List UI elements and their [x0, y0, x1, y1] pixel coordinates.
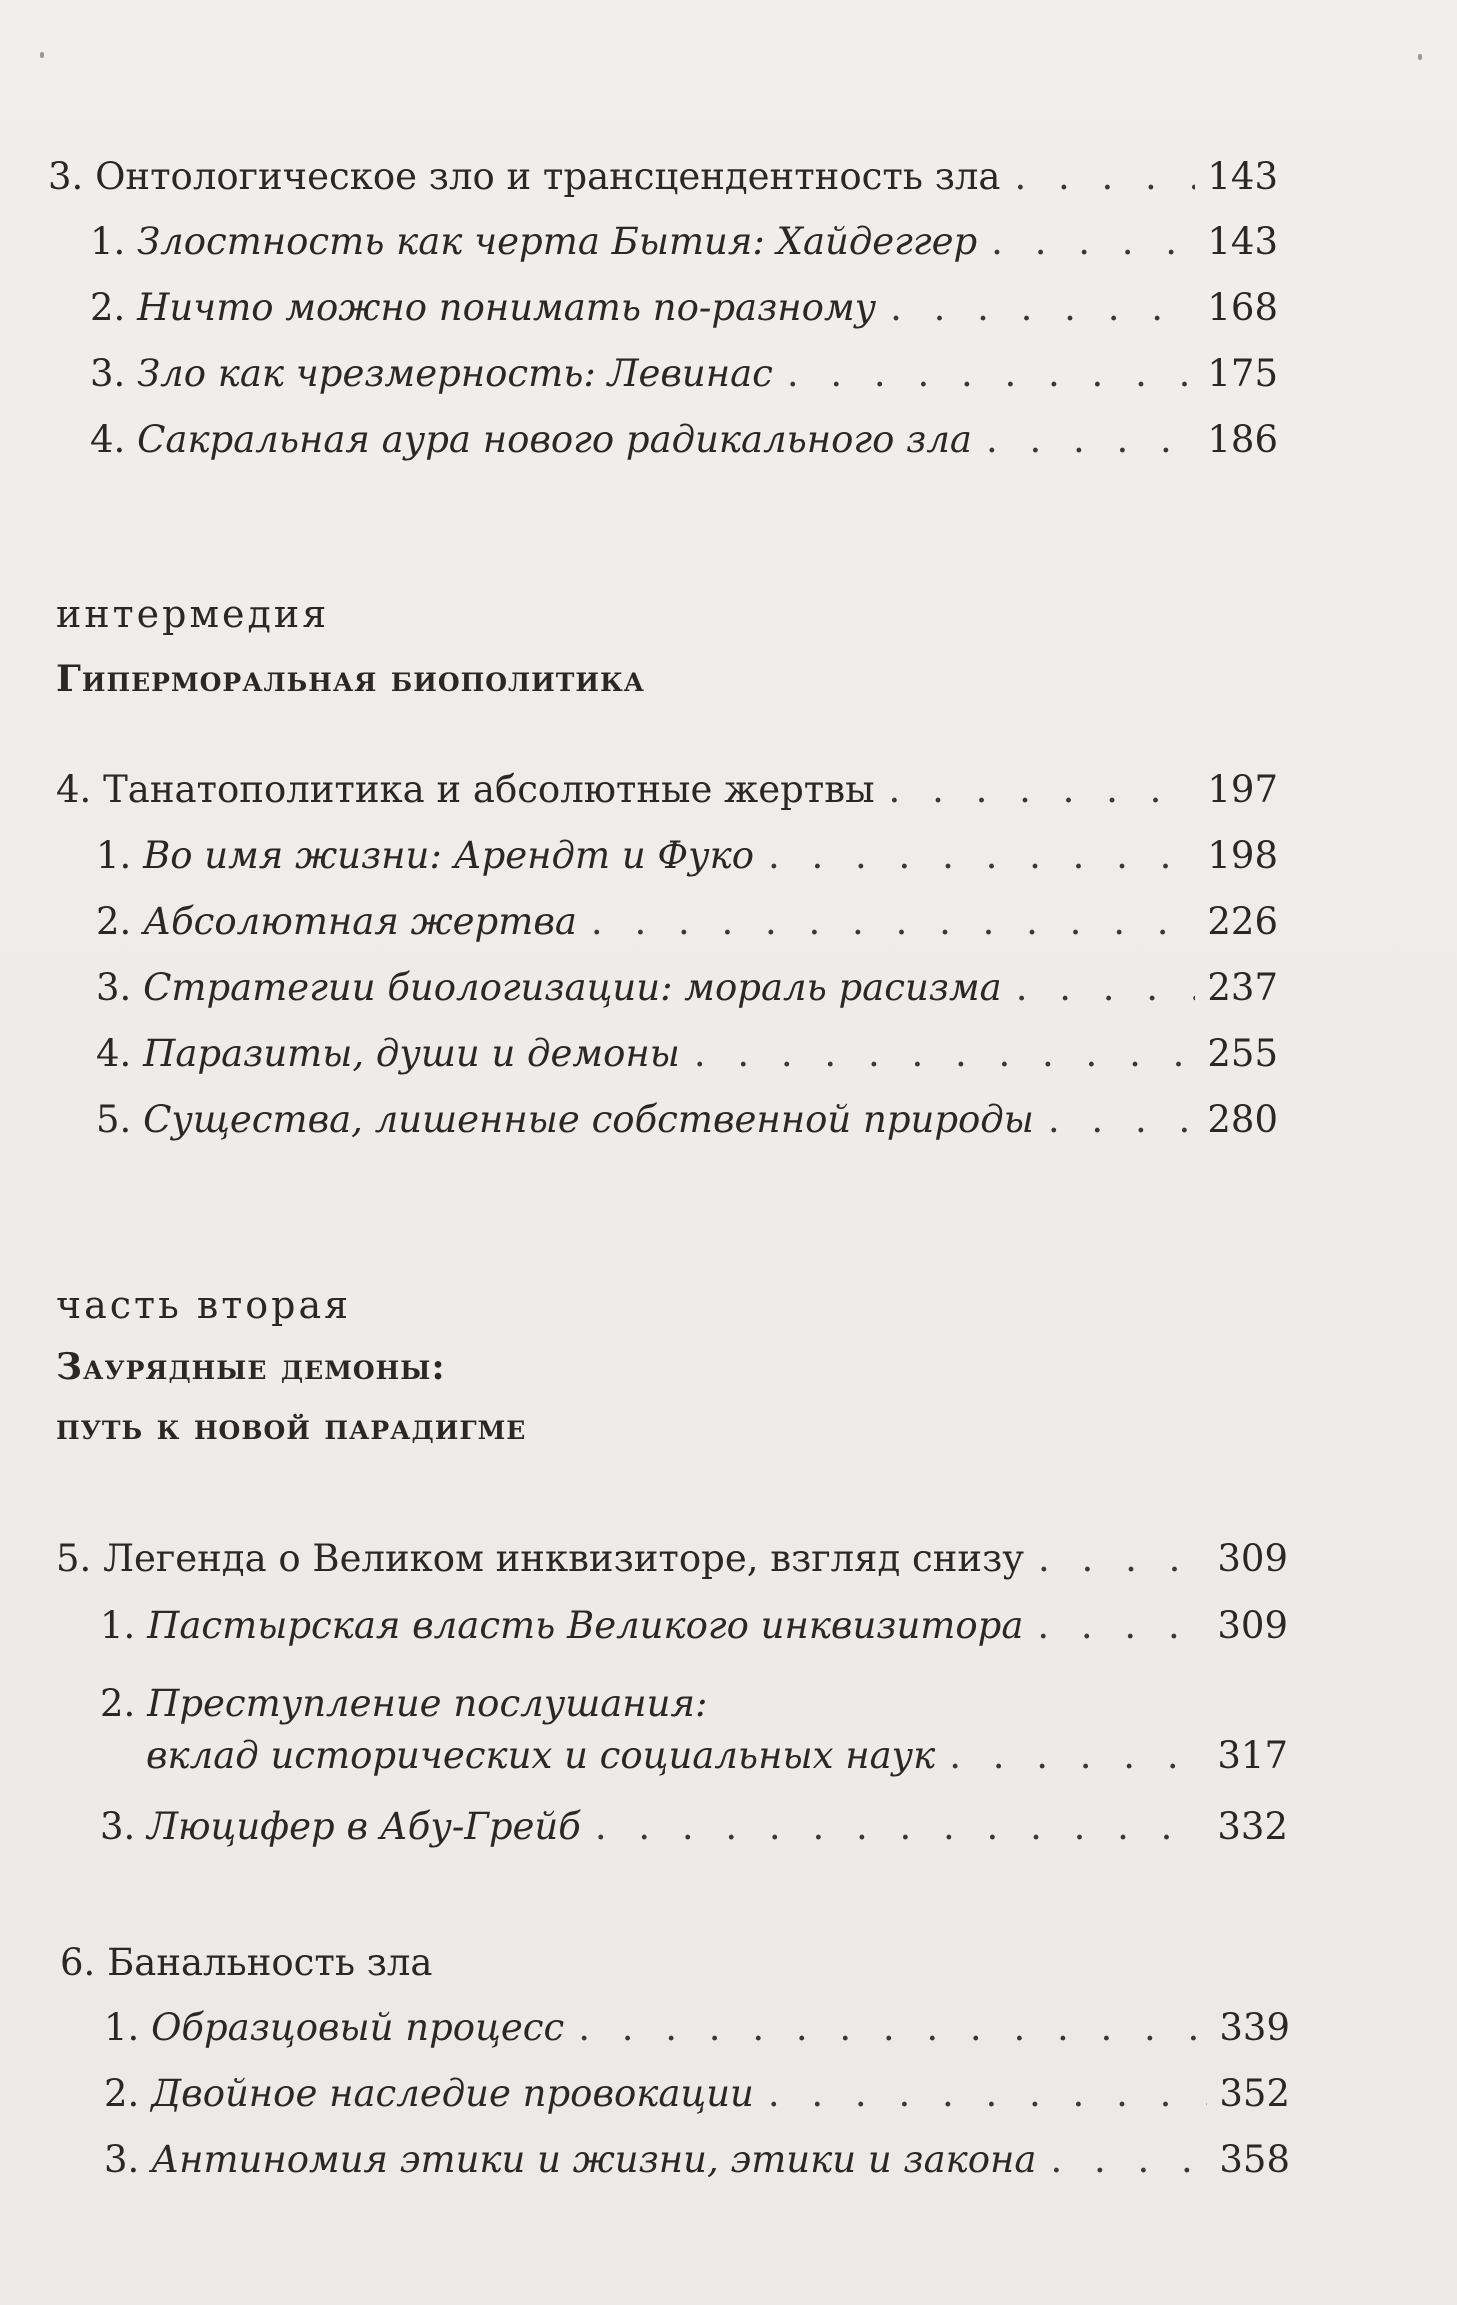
toc-entry-label [90, 284, 890, 332]
page-number: 143 [1207, 155, 1278, 198]
entry-number: 6. [60, 1941, 96, 1984]
toc-entry-label [90, 218, 991, 266]
entry-title: Образцовый процесс [151, 2006, 565, 2049]
toc-subentry [104, 2004, 1290, 2052]
toc-subentry [146, 1732, 1288, 1780]
toc-subentry [104, 2136, 1290, 2184]
entry-title: Пастырская власть Великого инквизитора [147, 1604, 1024, 1647]
section-label: интермедия [56, 592, 330, 636]
toc-subentry [100, 1602, 1288, 1650]
entry-number: 1. [100, 1604, 136, 1647]
section-title: Гиперморальная биополитика [56, 658, 646, 700]
entry-title: Злостность как черта Бытия: Хайдеггер [137, 220, 978, 263]
entry-title: Онтологическое зло и трансцендентность зла [95, 155, 1001, 198]
dot-leader [578, 2004, 1207, 2052]
entry-number: 3. [48, 155, 84, 198]
entry-number: 2. [90, 286, 126, 329]
dot-leader [787, 350, 1195, 398]
dot-leader [768, 2070, 1207, 2118]
entry-number: 1. [90, 220, 126, 263]
entry-number: 1. [104, 2006, 140, 2049]
page-number: 358 [1219, 2138, 1290, 2181]
entry-title: вклад исторических и социальных наук [146, 1734, 936, 1777]
entry-number: 2. [104, 2072, 140, 2115]
entry-title: Танатополитика и абсолютные жертвы [103, 768, 875, 811]
toc-subentry [104, 2070, 1290, 2118]
toc-chapter-entry [56, 1535, 1288, 1583]
entry-number: 3. [90, 352, 126, 395]
dot-leader [1050, 2136, 1207, 2184]
page-number: 332 [1217, 1805, 1288, 1848]
toc-entry-label [104, 2070, 768, 2118]
toc-subentry [90, 218, 1278, 266]
dot-leader [595, 1803, 1206, 1851]
page-number: 143 [1207, 220, 1278, 263]
entry-title: Ничто можно понимать по-разному [137, 286, 877, 329]
entry-number: 3. [104, 2138, 140, 2181]
dot-leader [694, 1030, 1196, 1078]
dot-leader [991, 218, 1195, 266]
toc-entry-label [104, 2004, 578, 2052]
toc-subentry [96, 832, 1278, 880]
toc-entry-label [90, 416, 986, 464]
page-number: 280 [1207, 1098, 1278, 1141]
page-number: 168 [1207, 286, 1278, 329]
entry-title: Легенда о Великом инквизиторе, взгляд снизу [103, 1537, 1025, 1580]
entry-title: Существа, лишенные собственной природы [143, 1098, 1034, 1141]
page-number: 197 [1207, 768, 1278, 811]
entry-title: Во имя жизни: Арендт и Фуко [143, 834, 754, 877]
entry-title: Сакральная аура нового радикального зла [137, 418, 972, 461]
toc-entry-label [100, 1803, 595, 1851]
page-number: 309 [1217, 1604, 1288, 1647]
toc-entry-label [96, 964, 1016, 1012]
toc-subentry [100, 1803, 1288, 1851]
dot-leader [1014, 153, 1195, 201]
toc-entry-label [56, 766, 889, 814]
toc-entry-label [100, 1602, 1037, 1650]
page-number: 255 [1207, 1032, 1278, 1075]
toc-entry-label [96, 1030, 694, 1078]
dot-leader [986, 416, 1195, 464]
dot-leader [1037, 1602, 1205, 1650]
entry-title: Люцифер в Абу-Грейб [147, 1805, 581, 1848]
toc-chapter-entry [48, 153, 1278, 201]
dot-leader [1048, 1096, 1195, 1144]
page-number: 352 [1219, 2072, 1290, 2115]
toc-subentry [96, 1096, 1278, 1144]
page-number: 175 [1207, 352, 1278, 395]
toc-subentry [96, 964, 1278, 1012]
entry-number: 2. [100, 1682, 136, 1725]
toc-entry-label [96, 1096, 1048, 1144]
dot-leader [768, 832, 1195, 880]
page-number: 317 [1217, 1734, 1288, 1777]
section-title: Заурядные демоны: [56, 1346, 446, 1388]
toc-chapter-entry [60, 1939, 432, 1987]
section-title: путь к новой парадигме [56, 1406, 527, 1448]
toc-entry-label [96, 832, 768, 880]
dot-leader [1038, 1535, 1205, 1583]
toc-subentry-first-line [100, 1680, 707, 1728]
toc-entry-label [146, 1732, 949, 1780]
entry-number: 4. [56, 768, 92, 811]
entry-title: Паразиты, души и демоны [143, 1032, 680, 1075]
entry-title: Стратегии биологизации: мораль расизма [143, 966, 1002, 1009]
page-number: 237 [1207, 966, 1278, 1009]
page-number: 339 [1219, 2006, 1290, 2049]
entry-number: 5. [56, 1537, 92, 1580]
toc-entry-label [104, 2136, 1050, 2184]
toc-entry-label [56, 1535, 1038, 1583]
entry-number: 4. [90, 418, 126, 461]
entry-title: Преступление послушания: [147, 1682, 708, 1725]
page-number: 309 [1217, 1537, 1288, 1580]
entry-number: 5. [96, 1098, 132, 1141]
dot-leader [591, 898, 1195, 946]
entry-number: 4. [96, 1032, 132, 1075]
toc-entry-label [90, 350, 787, 398]
toc-subentry [90, 350, 1278, 398]
entry-title: Банальность зла [107, 1941, 433, 1984]
page-number: 226 [1207, 900, 1278, 943]
entry-number: 3. [96, 966, 132, 1009]
entry-number: 2. [96, 900, 132, 943]
dot-leader [889, 766, 1196, 814]
entry-title: Зло как чрезмерность: Левинас [137, 352, 773, 395]
toc-subentry [96, 1030, 1278, 1078]
section-label: часть вторая [56, 1283, 352, 1327]
entry-title: Двойное наследие провокации [151, 2072, 754, 2115]
toc-subentry [90, 416, 1278, 464]
entry-number: 3. [100, 1805, 136, 1848]
dot-leader [1016, 964, 1196, 1012]
dot-leader [890, 284, 1195, 332]
entry-number: 1. [96, 834, 132, 877]
toc-subentry [90, 284, 1278, 332]
entry-title: Антиномия этики и жизни, этики и закона [151, 2138, 1037, 2181]
dot-leader [949, 1732, 1205, 1780]
toc-chapter-entry [56, 766, 1278, 814]
page-number: 198 [1207, 834, 1278, 877]
entry-title: Абсолютная жертва [143, 900, 577, 943]
page-number: 186 [1207, 418, 1278, 461]
toc-entry-label [96, 898, 591, 946]
toc-subentry [96, 898, 1278, 946]
toc-entry-label [48, 153, 1014, 201]
